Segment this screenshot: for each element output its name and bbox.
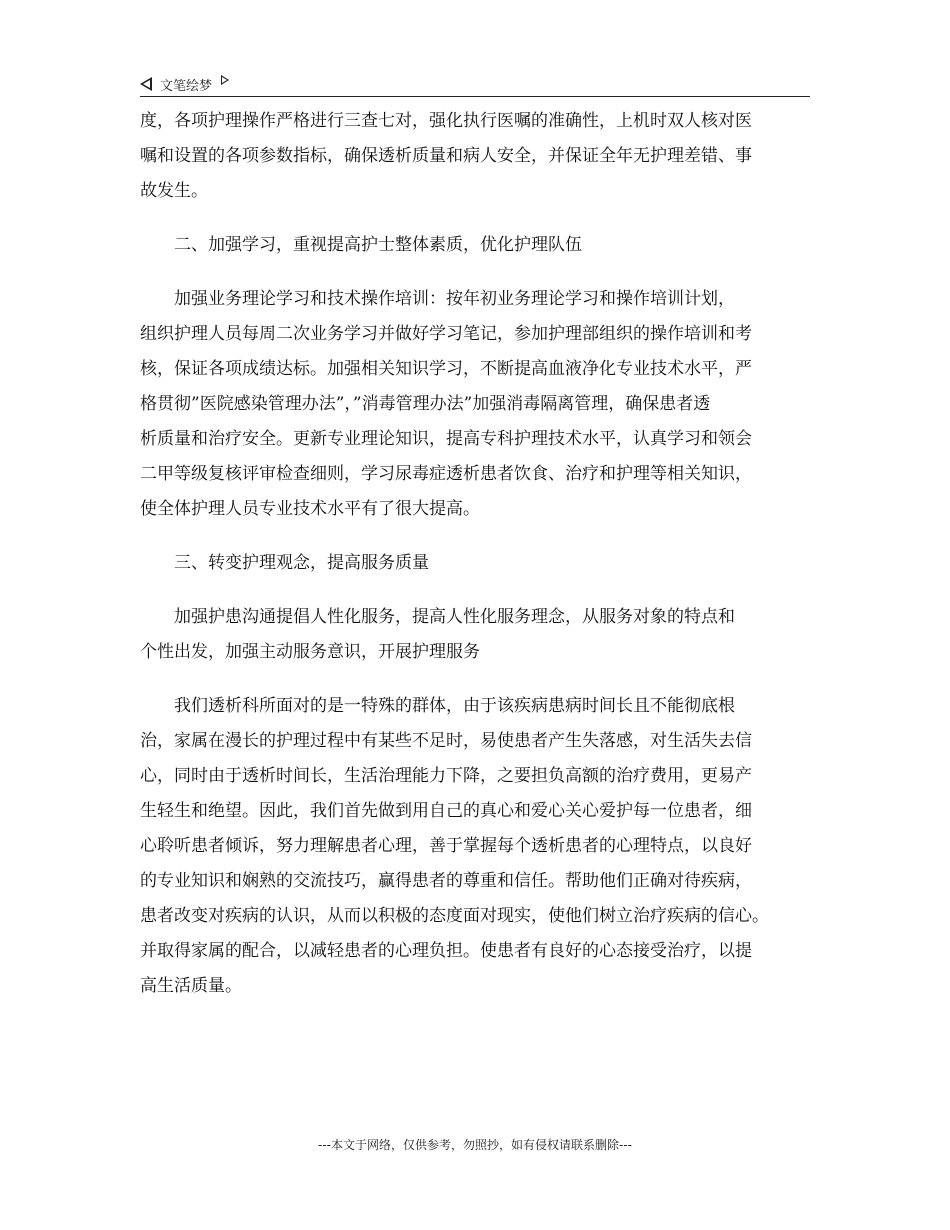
section-heading-3 <box>140 546 812 581</box>
text-line: 故发生。 <box>140 181 208 201</box>
page-footer: ---本文于网络，仅供参考，勿照抄，如有侵权请联系删除--- <box>318 1138 632 1152</box>
text-line: 心，同时由于透析时间长，生活治理能力下降，之要担负高额的治疗费用，更易产 <box>140 766 752 786</box>
text-line: 患者改变对疾病的认识，从而以积极的态度面对现实，使他们树立治疗疾病的信心。 <box>140 906 769 926</box>
triangle-right-icon <box>221 75 229 85</box>
text-line: 组织护理人员每周二次业务学习并做好学习笔记，参加护理部组织的操作培训和考 <box>140 324 752 344</box>
text-line: 析质量和治疗安全。更新专业理论知识，提高专科护理技术水平，认真学习和领会 <box>140 429 752 449</box>
text-line: 我们透析科所面对的是一特殊的群体，由于该疾病患病时间长且不能彻底根 <box>174 696 735 716</box>
page-header <box>140 72 810 97</box>
text-line: 加强业务理论学习和技术操作培训：按年初业务理论学习和操作培训计划， <box>174 289 735 309</box>
text-line: 二、加强学习，重视提高护士整体素质，优化护理队伍 <box>174 235 582 255</box>
text-line: 嘱和设置的各项参数指标，确保透析质量和病人安全，并保证全年无护理差错、事 <box>140 146 752 166</box>
paragraph-service <box>140 600 812 670</box>
triangle-left-icon <box>140 77 152 91</box>
text-line: 个性出发，加强主动服务意识，开展护理服务 <box>140 642 480 662</box>
text-line: 并取得家属的配合，以减轻患者的心理负担。使患者有良好的心态接受治疗，以提 <box>140 941 752 961</box>
paragraph-training <box>140 282 812 527</box>
paragraph-patients <box>140 689 812 1004</box>
text-line: 高生活质量。 <box>140 976 242 996</box>
text-line: 度，各项护理操作严格进行三查七对，强化执行医嘱的准确性，上机时双人核对医 <box>140 111 752 131</box>
paragraph-continuation <box>140 104 812 209</box>
header-brand: 文笔绘梦 <box>160 78 213 94</box>
section-heading-2 <box>140 228 812 263</box>
text-line: 治，家属在漫长的护理过程中有某些不足时，易使患者产生失落感，对生活失去信 <box>140 731 752 751</box>
text-line: 三、转变护理观念，提高服务质量 <box>174 553 429 573</box>
text-line: 使全体护理人员专业技术水平有了很大提高。 <box>140 499 480 519</box>
text-line: 生轻生和绝望。因此，我们首先做到用自己的真心和爱心关心爱护每一位患者，细 <box>140 801 752 821</box>
text-line: 核，保证各项成绩达标。加强相关知识学习，不断提高血液净化专业技术水平，严 <box>140 359 752 379</box>
text-line: 的专业知识和娴熟的交流技巧，赢得患者的尊重和信任。帮助他们正确对待疾病， <box>140 871 752 891</box>
document-body <box>140 104 812 1023</box>
text-line: 格贯彻”医院感染管理办法”，”消毒管理办法”加强消毒隔离管理，确保患者透 <box>140 394 711 414</box>
text-line: 加强护患沟通提倡人性化服务，提高人性化服务理念，从服务对象的特点和 <box>174 607 735 627</box>
text-line: 心聆听患者倾诉，努力理解患者心理，善于掌握每个透析患者的心理特点，以良好 <box>140 836 752 856</box>
text-line: 二甲等级复核评审检查细则，学习尿毒症透析患者饮食、治疗和护理等相关知识， <box>140 464 752 484</box>
